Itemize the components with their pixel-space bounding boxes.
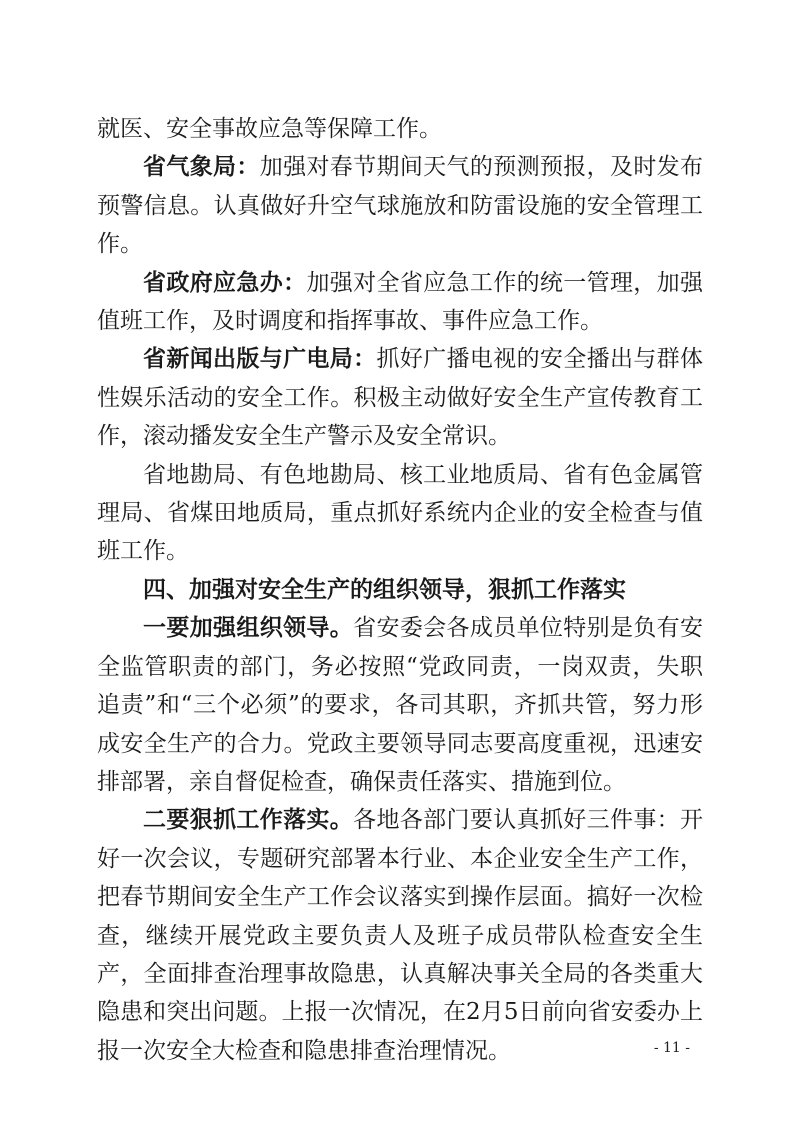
paragraph-continuation — [97, 110, 703, 148]
paragraph-emergency-office — [97, 264, 703, 341]
paragraph-organization-leadership — [97, 609, 703, 801]
paragraph-lead: 二要狠抓工作落实。 — [143, 806, 354, 834]
page-number: - 11 - — [653, 1040, 690, 1056]
section-heading: 四、加强对安全生产的组织领导，狠抓工作落实 — [143, 575, 626, 603]
paragraph-text: 加强对春节期间天气的预测预报，及时发布预警信息。认真做好升空气球施放和防雷设施的安全管理工作。 — [97, 154, 704, 258]
paragraph-text: 省地勘局、有色地勘局、核工业地质局、省有色金属管理局、省煤田地质局，重点抓好系统内企业的安全检查与值班工作。 — [97, 461, 703, 565]
paragraph-work-implementation — [97, 801, 703, 1070]
paragraph-text: 加强对全省应急工作的统一管理，加强值班工作，及时调度和指挥事故、事件应急工作。 — [97, 269, 704, 335]
paragraph-lead: 省新闻出版与广电局： — [143, 345, 377, 373]
paragraph-text: 各地各部门要认真抓好三件事：开好一次会议，专题研究部署本行业、本企业安全生产工作，把春节期间安全生产工作会议落实到操作层面。搞好一次检查，继续开展党政主要负责人及班子成员带队检查安全生产，全面排查治理事故隐患，认真解决事关全局的各类重大隐患和突出问题。上报一次情况，在2月5日前向省安委办上报一次安全大检查和隐患排查治理情况。 — [97, 807, 704, 1064]
paragraph-text: 就医、安全事故应急等保障工作。 — [97, 116, 442, 142]
paragraph-lead: 一要加强组织领导。 — [143, 614, 354, 642]
paragraph-geology-bureaus — [97, 456, 703, 571]
paragraph-text: 抓好广播电视的安全播出与群体性娱乐活动的安全工作。积极主动做好安全生产宣传教育工作，滚动播发安全生产警示及安全常识。 — [97, 346, 704, 450]
paragraph-meteorological-bureau — [97, 148, 703, 263]
paragraph-lead: 省气象局： — [143, 153, 260, 181]
paragraph-lead: 省政府应急办： — [143, 268, 307, 296]
paragraph-text: 省安委会各成员单位特别是负有安全监管职责的部门，务必按照“党政同责，一岗双责，失职追责”和“三个必须”的要求，各司其职，齐抓共管，努力形成安全生产的合力。党政主要领导同志要高度重视，迅速安排部署，亲自督促检查，确保责任落实、措施到位。 — [97, 615, 704, 795]
paragraph-press-broadcast-bureau — [97, 340, 703, 455]
document-body — [97, 110, 703, 1070]
